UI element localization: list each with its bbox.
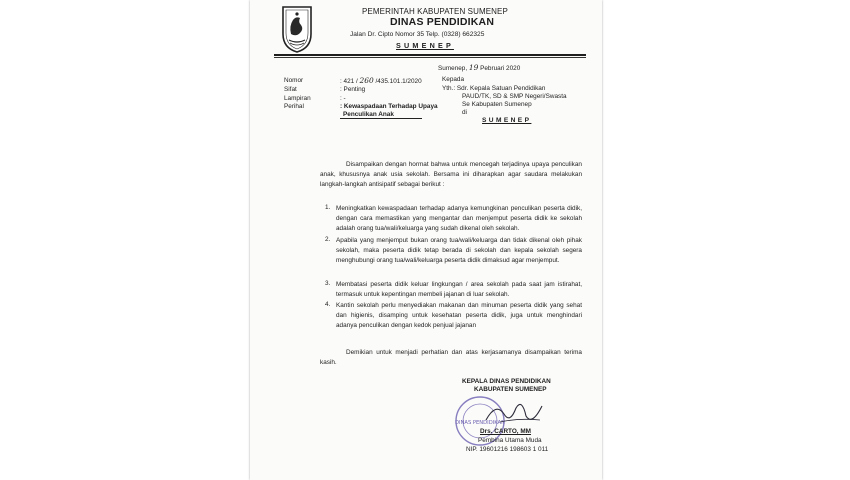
perihal-label: Perihal — [284, 103, 304, 110]
letterhead-government: PEMERINTAH KABUPATEN SUMENEP — [362, 7, 508, 16]
handwritten-signature-icon — [482, 398, 552, 428]
list-item-number: 3. — [325, 280, 331, 287]
date-month-year: Pebruari 2020 — [480, 65, 521, 72]
signatory-nip: NIP. 19601216 198603 1 011 — [466, 446, 549, 453]
letter-page — [250, 0, 602, 480]
recipient-line1: Yth.: Sdr. Kepala Satuan Pendidikan — [442, 85, 546, 92]
signatory-name: Drs. CARTO, MM — [480, 428, 532, 435]
nomor-label: Nomor — [284, 77, 304, 84]
lampiran-value: : - — [340, 95, 346, 102]
nomor-handwritten: 260 — [359, 76, 374, 85]
letterhead-address: Jalan Dr. Cipto Nomor 35 Telp. (0328) 662325 — [350, 31, 485, 38]
list-item-number: 1. — [325, 204, 331, 211]
recipient-line4: di — [462, 109, 467, 116]
sifat-value: : Penting — [340, 86, 366, 93]
date-day: 19 — [468, 63, 479, 72]
date-place: Sumenep, — [438, 65, 468, 72]
regency-crest-icon — [280, 4, 314, 54]
list-item-text: Membatasi peserta didik keluar lingkungan / area sekolah pada saat jam istirahat, termasuk untuk kepentingan membeli jajanan di luar sekolah. — [336, 281, 582, 298]
recipient-line2: PAUD/TK, SD & SMP Negeri/Swasta — [462, 93, 567, 100]
recipient-city: SUMENEP — [482, 117, 532, 124]
letterhead-divider-thin — [274, 57, 586, 58]
stamp-text: DINAS PENDIDIKAN — [455, 420, 505, 426]
letter-date — [438, 63, 520, 72]
signatory-rank: Pembina Utama Muda — [478, 437, 542, 444]
list-item-number: 2. — [325, 236, 331, 243]
list-item-text: Apabila yang menjemput bukan orang tua/wali/keluarga dan tidak dikenal oleh pihak sekolah, maka peserta didik tetap berada di sekolah dan kepala sekolah segera menghubungi orang tua/wali/keluarga peserta didik dimaksud agar menjemput. — [336, 237, 582, 264]
recipient-kepada: Kepada — [442, 76, 465, 83]
perihal-value-line2: Penculikan Anak — [343, 111, 394, 118]
letter-closing: Demikian untuk menjadi perhatian dan atas kerjasamanya disampaikan terima kasih. — [320, 349, 582, 366]
letterhead-divider — [274, 54, 586, 56]
nomor-suffix: /435.101.1/2020 — [375, 78, 422, 85]
letterhead-city: SUMENEP — [396, 41, 454, 50]
nomor-value — [340, 76, 422, 85]
list-item-text: Kantin sekolah perlu menyediakan makanan dan minuman peserta didik yang sehat dan higienis, disamping untuk kesehatan peserta didik, juga untuk menghindari adanya penculikan dengan kedok penjual jajanan — [336, 302, 582, 329]
letter-intro: Disampaikan dengan hormat bahwa untuk mencegah terjadinya upaya penculikan anak, khususnya anak usia sekolah. Bersama ini diharapkan agar saudara melakukan langkah-langkah antisipatif sebagai berikut : — [320, 161, 582, 188]
signature-title-line1: KEPALA DINAS PENDIDIKAN — [462, 378, 551, 385]
signature-title-line2: KABUPATEN SUMENEP — [474, 386, 547, 393]
list-item-number: 4. — [325, 301, 331, 308]
sifat-label: Sifat — [284, 86, 297, 93]
list-item-text: Meningkatkan kewaspadaan terhadap adanya kemungkinan penculikan peserta didik, dengan cara memastikan yang mengantar dan menjemput peserta didik ke sekolah adalah orang tua/wali/keluarga yang sudah dikenal oleh sekolah. — [336, 205, 582, 232]
perihal-underline — [340, 118, 422, 119]
lampiran-label: Lampiran — [284, 95, 311, 102]
perihal-value-line1: : Kewaspadaan Terhadap Upaya — [340, 103, 438, 110]
letterhead-agency: DINAS PENDIDIKAN — [390, 16, 495, 28]
nomor-prefix: : 421 / — [340, 78, 358, 85]
recipient-line3: Se Kabupaten Sumenep — [462, 101, 532, 108]
